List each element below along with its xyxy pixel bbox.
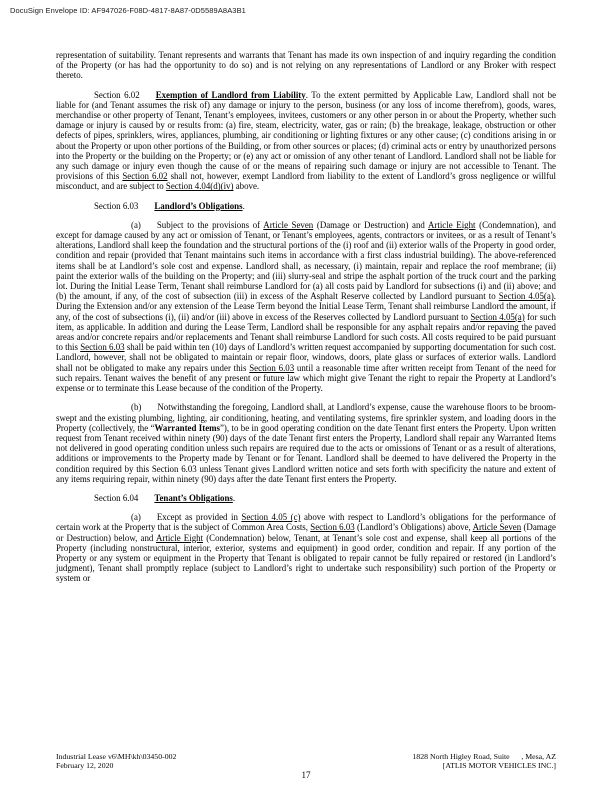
footer-property-address: 1828 North Higley Road, Suite , Mesa, AZ <box>412 752 556 761</box>
text-run: . <box>232 492 236 503</box>
text-run: (Landlord’s Obligations) above, <box>354 522 473 533</box>
text-run: Section 6.02 <box>94 89 140 100</box>
text-run: for such item, as applicable. In addition and during the Lease Term, Landlord shall be responsible for any asphalt repairs and/or repaving the paved areas and/or concrete repairs and/or replacements and Tenant shall reimburse Landlord for such costs. All costs required to be paid pursuant to this <box>56 311 556 353</box>
text-run: Notwithstanding the foregoing, Landlord shall, at Landlord’s expense, cause the warehouse floors to be broom-swept and the existing plumbing, lighting, air conditioning, heating, and ventilating systems, fire sprinkler system, and loading doors in the Property (collectively, the “ <box>56 402 556 433</box>
text-run: Landlord’s Obligations <box>154 200 243 211</box>
text-run: Section 4.05(a) <box>470 311 525 322</box>
text-run: above. <box>233 181 260 192</box>
paragraph <box>56 512 556 583</box>
text-run: . During the Extension and/or any extension of the Lease Term beyond the Initial Lease Term, Tenant shall reimburse Landlord the amount, if any, of the cost of subsections (i), (ii) and/or (iii) above in excess of the Reserves collected by Landlord pursuant to <box>56 291 556 322</box>
footer-right <box>412 752 556 771</box>
text-run: Section 6.03 <box>80 342 125 353</box>
text-run: . To the extent permitted by Applicable Law, Landlord shall not be liable for (and Tenant assumes the risk of) any damage or injury to the person, business (or any loss of income therefrom), goods, wares, merchandise or other property of Tenant, Tenant’s employees, invitees, customers or any other person in or about the Property, whether such damage or injury is caused by or results from: (a) fire, steam, electricity, water, gas or rain; (b) the breakage, leakage, obstruction or other defects of pipes, sprinklers, wires, appliances, plumbing, air conditioning or lighting fixtures or any other cause; (c) conditions arising in or about the Property or upon other portions of the Building, or from other sources or places; (d) criminal acts or entry by unauthorized persons into the Property or the building on the Property; or (e) any act or omission of any other tenant of Landlord. Landlord shall not be liable for any such damage or injury even though the cause of or the means of repairing such damage or injury are not accessible to Tenant. The provisions of this <box>56 89 557 182</box>
text-run: Warranted Items <box>154 422 220 433</box>
text-run: Section 4.04(d)(iv) <box>165 181 234 192</box>
docusign-envelope-id: DocuSign Envelope ID: AF947026-F08D-4817-8A87-0D5589A8A3B1 <box>10 6 246 15</box>
text-run: Section 4.05 (c) <box>241 512 301 523</box>
footer-date: February 12, 2020 <box>56 761 114 771</box>
text-run: Section 6.02 <box>122 171 168 182</box>
text-run: Section 6.03 <box>94 200 139 211</box>
text-run: (b) <box>131 402 142 413</box>
text-run: Section 4.05(a) <box>498 291 554 302</box>
text-run: Exemption of Landlord from Liability <box>155 89 306 100</box>
paragraph <box>56 493 556 503</box>
text-run: shall be paid within ten (10) days of Landlord’s written request accompanied by supporting documentation for such cost. Landlord, however, shall not be obligated to maintain or repair floor, windows, doors, plate glass or surfaces of exterior walls. Landlord shall not be obligated to make any repairs under this <box>56 342 556 373</box>
text-run: (a) <box>131 512 141 523</box>
text-run: (a) <box>131 219 141 230</box>
paragraph <box>56 90 556 192</box>
text-run: Subject to the provisions of <box>156 219 264 230</box>
text-run: representation of suitability. Tenant represents and warrants that Tenant has made its own inspection of and inquiry regarding the condition of the Property (or has had the opportunity to do so) and is not relying on any representations of Landlord or any Broker with respect thereto. <box>56 50 556 81</box>
footer-doc-reference: Industrial Lease v6\MH\kh\03450-002 <box>56 752 177 761</box>
text-run: Article Eight <box>156 532 204 543</box>
text-run: ”), to be in good operating condition on the date Tenant first enters the Property. Upon written request from Tenant received within ninety (90) days of the date Tenant first enters the Property, Landlord shall repair any Warranted Items not delivered in good operating condition unless such repairs are required due to the acts or omissions of Tenant or as a result of alterations, additions or improvements to the Property made by Tenant or for Tenant. Landlord shall be deemed to have delivered the Property in the condition required by this Section 6.03 unless Tenant gives Landlord written notice and sets forth with specificity the nature and extent of any items requiring repair, within ninety (90) days after the date Tenant first enters the Property. <box>56 422 556 484</box>
text-run: until a reasonable time after written receipt from Tenant of the need for such repairs. Tenant waives the benefit of any present or future law which might give Tenant the right to repair the Property at Landlord’s expense or to terminate this Lease because of the condition of the Property. <box>56 362 556 394</box>
footer-left <box>56 752 176 771</box>
paragraph <box>56 50 556 81</box>
text-run: Section 6.03 <box>310 522 355 533</box>
text-run: (Damage or Destruction) and <box>313 219 429 230</box>
text-run: Tenant’s Obligations <box>154 492 233 503</box>
text-run: Section 6.03 <box>249 362 295 373</box>
paragraph <box>56 201 556 211</box>
text-run: Article Seven <box>263 219 314 230</box>
text-run: (Condemnation) below, Tenant, at Tenant’s sole cost and expense, shall keep all portions of the Property (including nonstructural, interior, exterior, systems and equipment) in good order, condition and repair. If any portion of the Property or any system or equipment in the Property that Tenant is obligated to repair cannot be fully repaired or restored (in Landlord’s judgment), Tenant shall promptly replace (subject to Landlord’s right to undertake such responsibility) such portion of the Property or system or <box>56 532 556 584</box>
paragraph <box>56 402 556 484</box>
text-run: above with respect to Landlord’s obligations for the performance of certain work at the Property that is the subject of Common Area Costs, <box>56 512 556 533</box>
text-run: Article Seven <box>472 522 522 533</box>
text-run: shall not, however, exempt Landlord from liability to the extent of Landlord’s gross negligence or willful misconduct, and are subject to <box>56 171 557 192</box>
text-run: Article Eight <box>428 219 476 230</box>
paragraph <box>56 220 556 393</box>
document-body <box>56 50 556 593</box>
page-number: 17 <box>301 770 311 780</box>
text-run: (Damage or Destruction) below, and <box>56 522 556 543</box>
text-run: Section 6.04 <box>94 492 139 503</box>
footer-company-name: [ATLIS MOTOR VEHICLES INC.] <box>442 761 556 771</box>
text-run: . <box>242 200 245 211</box>
text-run: (Condemnation), and except for damage caused by any act or omission of Tenant, or Tenant’s employees, agents, contractors or invitees, or as a result of Tenant’s alterations, Landlord shall keep the foundation and the structural portions of the (i) roof and (ii) exterior walls of the Property in good order, condition and repair (provided that Tenant maintains such items in accordance with a first class industrial building). The above-referenced items shall be at Landlord’s sole cost and expense. Landlord shall, as necessary, (i) maintain, repair and replace the roof membrane; (ii) paint the exterior walls of the building on the Property; and (iii) slurry-seal and stripe the asphalt portion of the truck court and the parking lot. During the Initial Lease Term, Tenant shall reimburse Landlord for (a) all costs paid by Landlord for subsections (i) and (ii) above; and (b) the amount, if any, of the cost of subsection (iii) in excess of the Asphalt Reserve collected by Landlord pursuant to <box>56 219 556 302</box>
text-run: Except as provided in <box>156 512 242 523</box>
